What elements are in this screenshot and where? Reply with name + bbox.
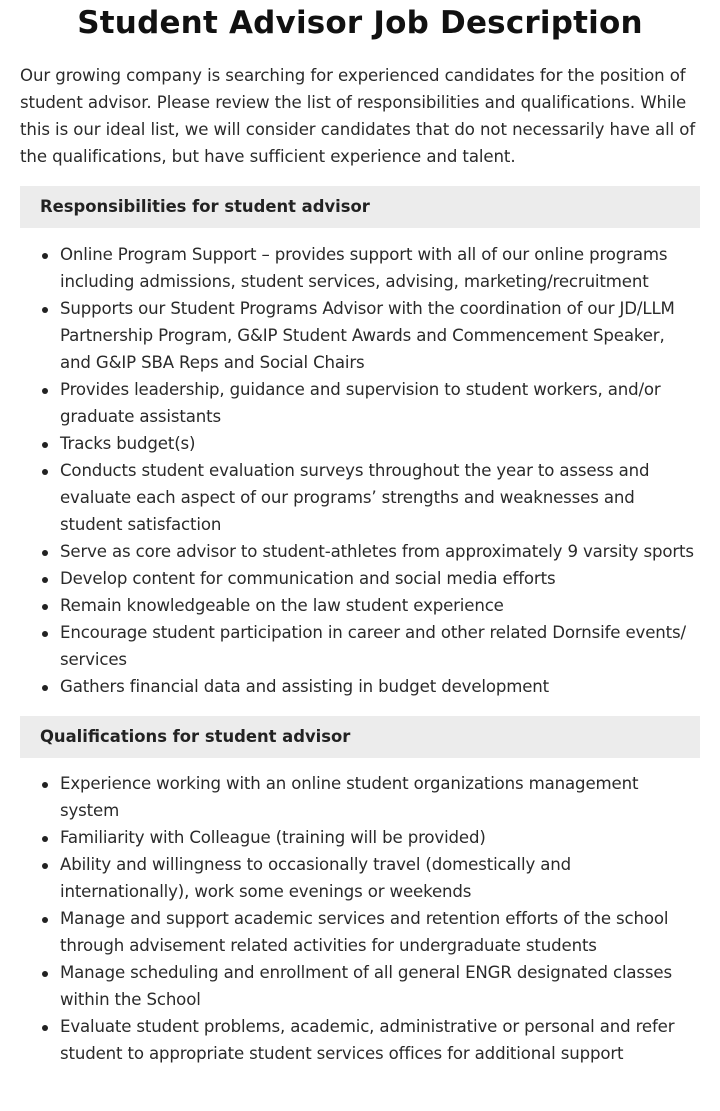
bullet-icon (42, 550, 48, 556)
list-item-text: Tracks budget(s) (60, 434, 196, 453)
list-item (60, 851, 700, 905)
list-item-text: Evaluate student problems, academic, administrative or personal and refer student to appropriate student services offices for additional support (60, 1017, 675, 1063)
list-item-text: Serve as core advisor to student-athletes from approximately 9 varsity sports (60, 542, 694, 561)
list-item (60, 824, 700, 851)
list-item (60, 959, 700, 1013)
list-item-text: Conducts student evaluation surveys throughout the year to assess and evaluate each aspect of our programs’ strengths and weaknesses and student satisfaction (60, 461, 650, 534)
list-item (60, 592, 700, 619)
bullet-icon (42, 782, 48, 788)
bullet-icon (42, 307, 48, 313)
list-item-text: Develop content for communication and social media efforts (60, 569, 556, 588)
bullet-icon (42, 685, 48, 691)
bullet-icon (42, 442, 48, 448)
list-item-text: Supports our Student Programs Advisor with the coordination of our JD/LLM Partnership Program, G&IP Student Awards and Commencement Speaker, and G&IP SBA Reps and Social Chairs (60, 299, 675, 372)
list-item (60, 430, 700, 457)
bullet-icon (42, 631, 48, 637)
bullet-icon (42, 917, 48, 923)
list-item (60, 1013, 700, 1067)
qualifications-heading: Qualifications for student advisor (20, 716, 700, 758)
list-item-text: Gathers financial data and assisting in budget development (60, 677, 550, 696)
list-item (60, 905, 700, 959)
responsibilities-section (20, 186, 700, 700)
list-item (60, 619, 700, 673)
list-item-text: Manage and support academic services and retention efforts of the school through advisement related activities for undergraduate students (60, 909, 669, 955)
bullet-icon (42, 863, 48, 869)
list-item-text: Encourage student participation in career and other related Dornsife events/ services (60, 623, 686, 669)
responsibilities-list (20, 241, 700, 700)
bullet-icon (42, 577, 48, 583)
bullet-icon (42, 1025, 48, 1031)
list-item (60, 457, 700, 538)
list-item (60, 241, 700, 295)
list-item (60, 295, 700, 376)
qualifications-section (20, 716, 700, 1067)
bullet-icon (42, 604, 48, 610)
list-item-text: Familiarity with Colleague (training will be provided) (60, 828, 486, 847)
list-item (60, 673, 700, 700)
bullet-icon (42, 836, 48, 842)
list-item (60, 538, 700, 565)
list-item-text: Ability and willingness to occasionally travel (domestically and internationally), work some evenings or weekends (60, 855, 572, 901)
list-item-text: Manage scheduling and enrollment of all general ENGR designated classes within the School (60, 963, 672, 1009)
bullet-icon (42, 388, 48, 394)
list-item-text: Experience working with an online student organizations management system (60, 774, 639, 820)
list-item-text: Online Program Support – provides support with all of our online programs including admissions, student services, advising, marketing/recruitment (60, 245, 668, 291)
list-item-text: Remain knowledgeable on the law student experience (60, 596, 504, 615)
bullet-icon (42, 971, 48, 977)
list-item (60, 376, 700, 430)
intro-paragraph: Our growing company is searching for experienced candidates for the position of student advisor. Please review the list of responsibilities and qualifications. While this is our ideal list, we will consider candidates that do not necessarily have all of the qualifications, but have sufficient experience and talent. (20, 66, 696, 166)
bullet-icon (42, 253, 48, 259)
list-item-text: Provides leadership, guidance and supervision to student workers, and/or graduate assistants (60, 380, 661, 426)
list-item (60, 770, 700, 824)
bullet-icon (42, 469, 48, 475)
responsibilities-heading: Responsibilities for student advisor (20, 186, 700, 228)
list-item (60, 565, 700, 592)
qualifications-list (20, 770, 700, 1067)
page-title: Student Advisor Job Description (77, 5, 643, 41)
